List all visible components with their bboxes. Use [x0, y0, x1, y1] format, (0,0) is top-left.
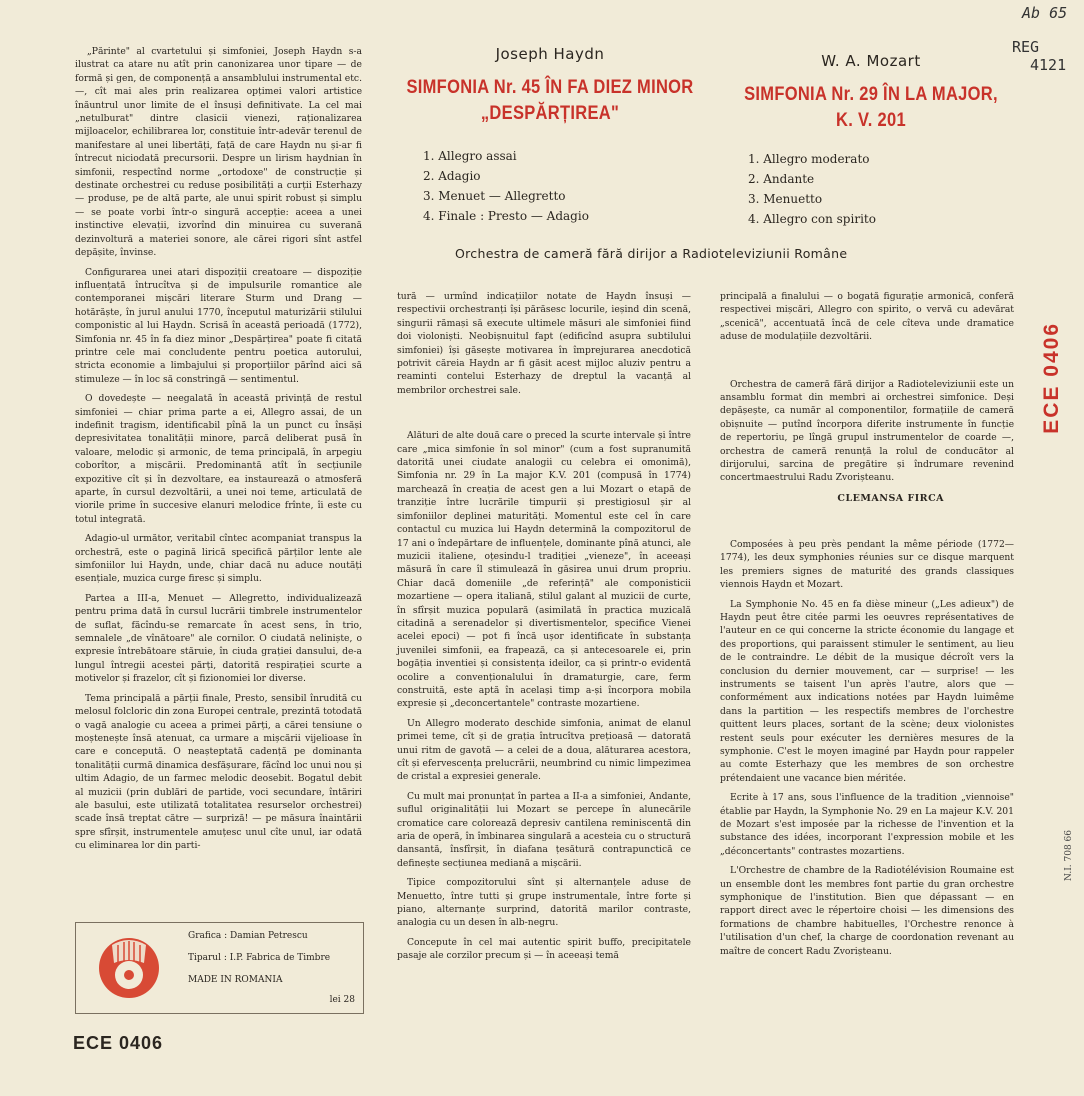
haydn-header — [395, 45, 705, 125]
paragraph: Alături de alte două care o preced la scurte intervale și între care „mica simfonie în sol minor" (cum a fost supranumită datorită unei ciudate analogii cu celebra ei omonimă), Simfonia nr. 29 în La major K.V. 201 (compusă în 1774) marchează în creația de acest gen a lui Mozart o etapă de tranziție între lucrările timpurii și prestigiosul șir al simfoniilor deplinei maturități. Momentul este cel în care contactul cu muzica lui Haydn determină la compozitorul de 17 ani o îndepărtare de influențele, dominante pînă atunci, ale muzicii italiene, oțesindu-l tradiției „vieneze", în aceeași măsură în care îl stimulează în găsirea unui drum propriu. Chiar dacă domeniile „de referință" ale componisticii mozartiene — opera italiană, stilul galant al muzicii de curte, în sfîrșit muzica populară (asimilată în practica muzicală citadină a serenadelor și divertismentelor, specifice Vienei acelei epoci) — pot fi încă ușor identificate în substanța juvenilei simfonii, ea frapează, ca și antecesoarele ei, prin bogăția inventiei și consistența ideilor, ca și printr-o evidentă ocolire a convenționalului în dramaturgie, care, ferm construită, este aptă în același timp a-și încorpora mobila expresie și „deconcertantele" contraste mozartiene. — [397, 430, 691, 710]
middle-column — [397, 290, 691, 969]
haydn-title-line2: „DESPĂRȚIREA" — [480, 102, 620, 124]
movement-item: 3. Menuet — Allegretto — [423, 189, 566, 203]
movement-item: 4. Finale : Presto — Adagio — [423, 209, 589, 223]
paragraph: Adagio-ul următor, veritabil cîntec acompaniat transpus la orchestră, este o pagină lirică specifică părților lente ale simfoniilor lui Haydn, unde, chiar dacă nu aduce noutăți esențiale, muzica curge firesc și simplu. — [75, 533, 362, 585]
paragraph: Cu mult mai pronunțat în partea a II-a a simfoniei, Andante, suflul originalității lui Mozart se percepe în alunecările cromatice care colorează depresiv cantilena reminiscentă din aria de operă, în îmbinarea singulară a acesteia cu o structură dansantă, însfîrșit, în diafana țesătură contrapunctică ce definește secțiunea mediană a mișcării. — [397, 790, 691, 869]
right-column — [720, 290, 1014, 964]
movement-item: 2. Adagio — [423, 169, 481, 183]
reg-number: 4121 — [1030, 56, 1067, 74]
movement-item: 3. Menuetto — [748, 192, 823, 206]
paragraph: La Symphonie No. 45 en fa dièse mineur („Les adieux") de Haydn peut être citée parmi les oeuvres représentatives de l'auteur en ce qui concerne la stricte économie du langage et des proportions, qui paraissent stimuler le sentiment, au lieu de le contraindre. Le débit de la musique décroît vers la conclusion du dernier mouvement, car — surprise! — les instruments se taisent l'un après l'autre, alors que — conformément aux indications notées par Haydn luimême dans la partition — les respectifs membres de l'orchestre quittent leurs places, sortant de la scène; deux violonistes restent seuls pour exécuter les dernières mesures de la symphonie. C'est le moyen imaginé par Haydn pour rappeler au comte Esterhazy que les membres de son orchestre prétendaient une vacance bien méritée. — [720, 598, 1014, 784]
paragraph: Composées à peu près pendant la même période (1772—1774), les deux symphonies réunies sur ce disque marquent les premiers signes de maturité des grands classiques viennois Haydn et Mozart. — [720, 538, 1014, 591]
haydn-movements — [423, 146, 693, 226]
author-signature: CLEMANSA FIRCA — [837, 492, 944, 504]
mozart-title-line2: K. V. 201 — [836, 109, 906, 131]
mozart-title-line1: SIMFONIA Nr. 29 ÎN LA MAJOR, — [744, 83, 998, 105]
movement-item: 2. Andante — [748, 172, 815, 186]
paragraph: Orchestra de cameră fără dirijor a Radioteleviziunii este un ansamblu format din membri ai orchestrei simfonice. Deși depășește, ca număr al componentilor, formațiile de cameră obișnuite — putînd încorpora diferite instrumente în funcție de repertoriu, pe lîngă grupul instrumentelor de coarde —, orchestra de cameră renunță la rolul de conducător al dirijorului, sarcina de pregătire și îndrumare revenind concertmaestrului Radu Zvorișteanu. — [720, 378, 1014, 484]
electrecord-logo-icon — [94, 933, 164, 1003]
handwritten-note: Ab 65 — [1022, 4, 1068, 22]
catalog-number-bottom: ECE 0406 — [73, 1033, 164, 1053]
catalog-number-vertical: ECE 0406 — [1040, 322, 1063, 434]
credits-box — [75, 922, 364, 1014]
paragraph: Tema principală a părții finale, Presto, sensibil înrudită cu melosul folcloric din zona Europei centrale, prezintă totodată o vagă analogie cu aceea a primei părți, a cărei tensiune o moștenește însă atenuat, ca urmare a mișcării vijelioase în care e concepută. O neașteptată cadență pe dominanta tonalității curmă dinamica desfășurare, făcînd loc unui nou și ultim Adagio, de un farmec melodic deosebit. Bogatul debit al muzicii (prin dublări de partide, voci secundare, întăriri ale basului, este utilizată totalitatea resurselor orchestrei) scade însă treptat către — surpriză! — pe măsura înaintării spre sfîrșit, instrumentele amuțesc unul cîte unul, iar odată cu eliminarea lor din parti- — [75, 692, 362, 852]
paragraph: tură — urmînd indicațiilor notate de Haydn însuși — respectivii orchestranți își părăsesc locurile, ieșind din scenă, singurii rămași să execute ultimele măsuri ale simfoniei fiind doi violoniști. Neobișnuitul fapt (edificînd asupra subtilului simfoniei) își găsește motivarea în împrejurarea anecdotică potrivit căreia Haydn ar fi găsit acest mijloc aluziv pentru a reaminti contelui Esterhazy de dreptul la vacanță al membrilor orchestrei sale. — [397, 291, 691, 396]
orchestra-line: Orchestra de cameră fără dirijor a Radioteleviziunii Române — [455, 246, 848, 261]
paragraph: Un Allegro moderato deschide simfonia, animat de elanul primei teme, cît și de grația întrucîtva prețioasă — datorată unui ritm de gavotă — a celei de a doua, alăturarea acestora, cît și efervescența prelucrării, neumbrind cu nimic limpezimea de cristal a expresiei generale. — [397, 717, 691, 783]
mozart-header — [716, 52, 1026, 132]
price: lei 28 — [329, 995, 355, 1005]
haydn-title-line1: SIMFONIA Nr. 45 ÎN FA DIEZ MINOR — [406, 76, 694, 98]
small-vertical-code: N.I. 708 66 — [1064, 830, 1074, 881]
paragraph: Tipice compozitorului sînt și alternanțele aduse de Menuetto, între tutti și grupe instrumentale, între forte și piano, alternanțe surprind, datorită marilor contraste, analogia cu un desen în alb-negru. — [397, 877, 691, 929]
paragraph: Ecrite à 17 ans, sous l'influence de la tradition „viennoise" établie par Haydn, la Symphonie No. 29 en La majeur K.V. 201 de Mozart s'est imposée par la richesse de l'invention et la substance des idées, incorporant l'expression mobile et les „déconcertants" contrastes mozartiens. — [720, 792, 1014, 857]
left-column — [75, 45, 362, 859]
movement-item: 1. Allegro assai — [423, 149, 517, 163]
mozart-composer: W. A. Mozart — [821, 52, 921, 70]
movement-item: 1. Allegro moderato — [748, 152, 870, 166]
haydn-composer: Joseph Haydn — [495, 45, 605, 63]
paragraph: „Părinte" al cvartetului și simfoniei, Joseph Haydn s-a ilustrat ca atare nu atît prin canonizarea unor tipare — de formă și gen, de componență a ansamblului instrumental etc. —, cît mai ales prin realizarea opțimei valori artistice înăuntrul unor limite de el însuși definitivate. La cel mai „netulburat" dintre clasicii vienezi, raționalizarea mijloacelor, echilibrarea lor, constituie într-adevăr terenul de manifestare al unei libertăți, față de care Haydn nu și-ar fi întrecut niciodată precursorii. Despre un lirism haydnian în simfonii, respectînd norme „ortodoxe" de construcție și destinate orchestrei cu reduse posibilități a curții Esterhazy — produse, pe de altă parte, ale unui spirit robust și simplu — se poate vorbi într-o singură accepție: aceea a unei instinctive elevații, izvorînd din minuirea cu suverană dezinvoltură a materiei sonore, ale cărei rigori sînt astfel depășite, învinse. — [75, 46, 362, 259]
paragraph: O dovedește — neegalată în această privință de restul simfoniei — chiar prima parte a ei, Allegro assai, de un indefinit tragism, identificabil pînă la un punct cu însăși depresivitatea tonalității minore, parcă deliberat pusă în valoare, melodic și armonic, de tema principală, în arpegiu coborîtor, a mișcării. Predominantă atît în secțiunile expozitive cît și în dezvoltare, ea instaurează o atmosferă aparte, în cursul dezvoltării, a unei noi teme, articulată de viorile prime în succesive elanuri melodice frînte, îi este cu totul integrată. — [75, 393, 362, 525]
mozart-movements — [748, 149, 1018, 229]
credit-grafica: Grafica : Damian Petrescu — [188, 931, 308, 941]
credit-tiparul: Tiparul : I.P. Fabrica de Timbre — [188, 953, 331, 963]
reg-label: REG — [1012, 38, 1040, 56]
movement-item: 4. Allegro con spirito — [748, 212, 876, 226]
paragraph: Partea a III-a, Menuet — Allegretto, individualizează pentru prima dată în cursul lucrării timbrele instrumentelor de suflat, făcîndu-se remarcate în acest sens, în trio, semnalele „de vînătoare" ale cornilor. O ciudată neliniște, o expresie întrebătoare stăruie, în ciuda grației dansului, de-a lungul întregii acestei părți, datorită respirației scurte a motivelor și frazelor, cît și fizionomiei lor diverse. — [75, 592, 362, 685]
made-in-romania: MADE IN ROMANIA — [188, 975, 283, 985]
paragraph: Configurarea unei atari dispoziții creatoare — dispoziție influențată întrucîtva și de impulsurile romantice ale contemporanei mișcări literare Sturm und Drang — hotărăște, în jurul anului 1770, începutul maturizării stilului componistic al lui Haydn. Scrisă în această perioadă (1772), Simfonia nr. 45 în fa diez minor „Despărțirea" poate fi citată printre cele mai concludente pentru poetica autorului, stricta economie a limbajului și proporțiilor părînd aici să stimuleze — în loc să constringă — sentimentul. — [75, 266, 362, 385]
paragraph: principală a finalului — o bogată figurație armonică, conferă respectivei mișcări, Allegro con spirito, o vervă cu adevărat „scenică", accentuată încă de cele cîteva unde dramatice aduse de modulațiile dezvoltării. — [720, 291, 1014, 343]
paragraph: L'Orchestre de chambre de la Radiotélévision Roumaine est un ensemble dont les membres font partie du gran orchestre symphonique de l'institution. Bien que dépassant — en rapport direct avec le répertoire choisi — les dimensions des formations de chambre habituelles, l'Orchestre renonce à l'utilisation d'un chef, la charge de coordonation revenant au maître de concert Radu Zvorișteanu. — [720, 865, 1014, 957]
paragraph: Concepute în cel mai autentic spirit buffo, precipitatele pasaje ale corzilor precum și — în aceeași temă — [397, 936, 691, 962]
